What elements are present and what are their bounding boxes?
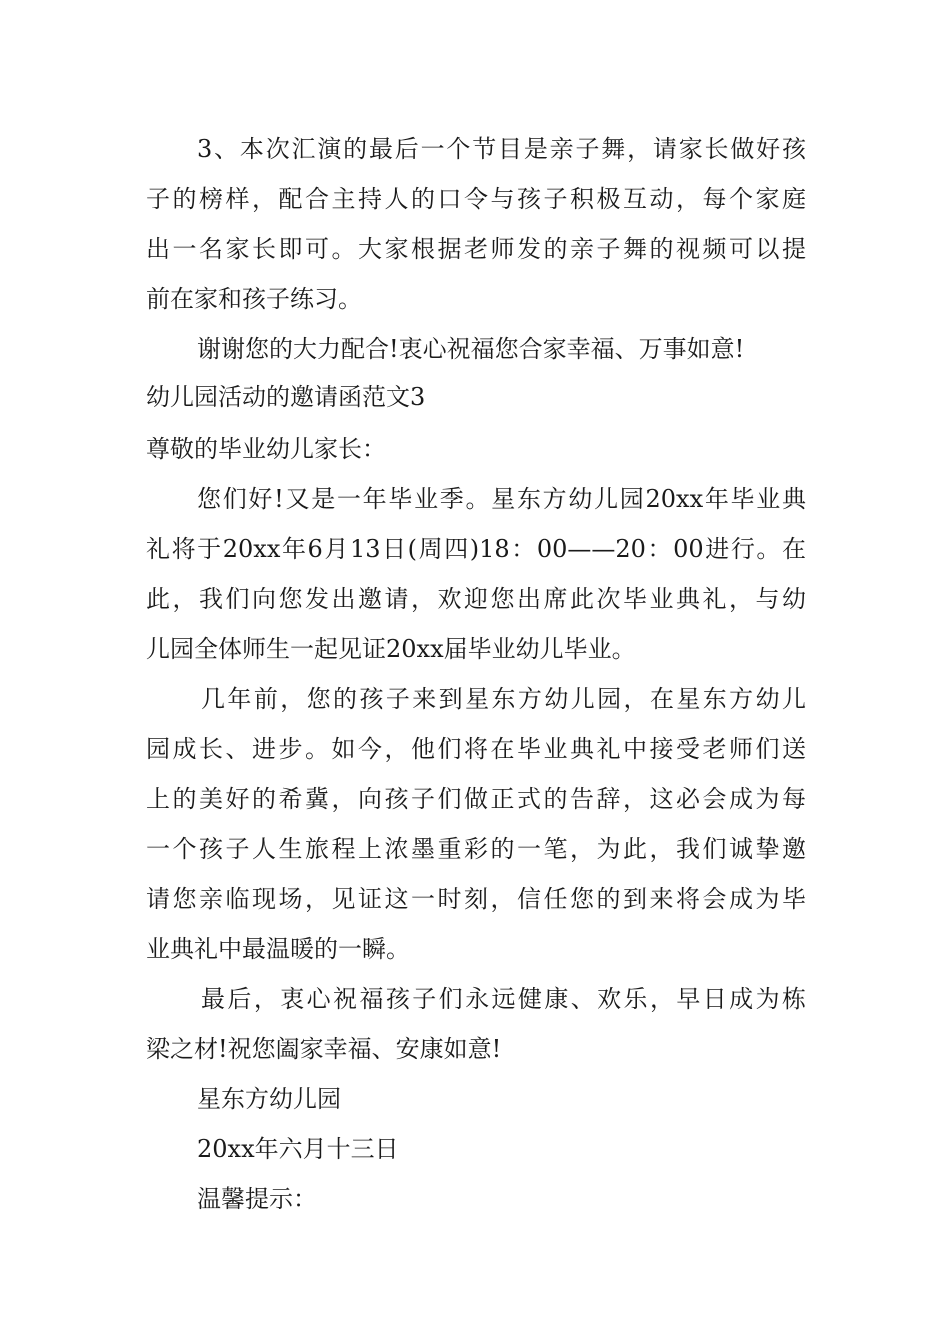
paragraph-line: 梁之材!祝您阖家幸福、安康如意! <box>146 1035 502 1063</box>
signature-name: 星东方幼儿园 <box>197 1085 341 1113</box>
signature-date: 20xx年六月十三日 <box>197 1135 399 1163</box>
notice-heading: 温馨提示： <box>197 1185 317 1213</box>
paragraph-line: 礼将于20xx年6月13日(周四)18：00——20：00进行。在 <box>146 535 806 563</box>
paragraph-line: 此，我们向您发出邀请，欢迎您出席此次毕业典礼，与幼 <box>146 585 806 613</box>
paragraph-line: 前在家和孩子练习。 <box>146 285 362 313</box>
paragraph-line: 您们好!又是一年毕业季。星东方幼儿园20xx年毕业典 <box>197 485 806 513</box>
paragraph-line: 儿园全体师生一起见证20xx届毕业幼儿毕业。 <box>146 635 636 663</box>
section-title: 幼儿园活动的邀请函范文3 <box>146 383 426 411</box>
paragraph-line: 3、本次汇演的最后一个节目是亲子舞，请家长做好孩 <box>197 135 806 163</box>
paragraph-line: 子的榜样，配合主持人的口令与孩子积极互动，每个家庭 <box>146 185 806 213</box>
paragraph-line: 园成长、进步。如今，他们将在毕业典礼中接受老师们送 <box>146 735 806 763</box>
closing-line: 谢谢您的大力配合!衷心祝福您合家幸福、万事如意! <box>197 335 745 363</box>
salutation: 尊敬的毕业幼儿家长： <box>146 435 386 463</box>
paragraph-line: 最后，衷心祝福孩子们永远健康、欢乐，早日成为栋 <box>201 985 806 1013</box>
paragraph-line: 业典礼中最温暖的一瞬。 <box>146 935 410 963</box>
paragraph-line: 出一名家长即可。大家根据老师发的亲子舞的视频可以提 <box>146 235 806 263</box>
paragraph-line: 几年前，您的孩子来到星东方幼儿园，在星东方幼儿 <box>201 685 806 713</box>
paragraph-line: 上的美好的希冀，向孩子们做正式的告辞，这必会成为每 <box>146 785 806 813</box>
paragraph-line: 请您亲临现场，见证这一时刻，信任您的到来将会成为毕 <box>146 885 806 913</box>
paragraph-line: 一个孩子人生旅程上浓墨重彩的一笔，为此，我们诚挚邀 <box>146 835 806 863</box>
